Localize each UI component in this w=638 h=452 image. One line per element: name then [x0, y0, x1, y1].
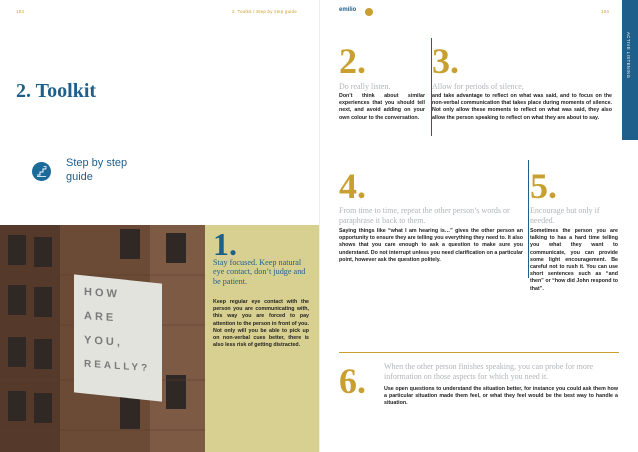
step1-text: Keep regular eye contact with the person you are communicating with, this way you are forced to pay attention to the person in front of you. Not only will you be able to pick up on non-verbal cues better, there is also less risk of getting distracted. — [213, 299, 309, 349]
step1-heading: Stay focused. Keep natural eye contact, don’t judge and be patient. — [213, 258, 306, 286]
divider-step6 — [339, 352, 619, 353]
step5-text: Sometimes the person you are talking to has a hard time telling you what they want to communicate, you can provide some light encouragement. Be careful not to rush it. You can use short sentences such as “and then” or “how did John respond to that”. — [530, 228, 618, 292]
side-tab-label: ACTIVE LISTENING — [626, 32, 631, 79]
step3-text: and take advantage to reflect on what was said, and to focus on the non-verbal communication that takes place during moments of silence. Not only allow these moments to reflect on what was said, they also allow the person speaking to reflect on what they are about to say. — [432, 93, 612, 121]
step2-number: 2. — [339, 41, 366, 81]
step6-number: 6. — [339, 361, 366, 401]
sign-word-1: HOW — [84, 286, 120, 301]
step2-text: Don’t think about similar experiences that you should tell next, and avoid adding on your own colour to the conversation. — [339, 93, 425, 121]
right-page-number: 104 — [601, 9, 610, 14]
stairs-icon — [32, 162, 51, 181]
step3-number: 3. — [432, 41, 459, 81]
step4-number: 4. — [339, 166, 366, 206]
left-running-title: 2. Toolkit / Step by step guide — [232, 9, 297, 14]
street-sign — [74, 274, 162, 401]
brand-name: emilio — [339, 7, 357, 13]
sign-word-3: YOU, — [84, 334, 123, 349]
step4-text: Saying things like “what I am hearing is…” gives the other person an opportunity to ensure they are telling you everything they need to. It also shows that you care enough to ask a question to make sure you understand. Do not interrupt unless you need clarification on a particular point, however ask the question politely. — [339, 228, 523, 263]
left-page-number: 103 — [16, 9, 25, 14]
section-label-line1: Step by step — [66, 157, 128, 169]
side-tab — [622, 0, 638, 140]
page-title: 2. Toolkit — [16, 80, 97, 102]
sign-word-4: REALLY? — [84, 358, 151, 375]
step3-heading: Allow for periods of silence, — [432, 82, 524, 91]
section-label-line2: guide — [66, 171, 93, 183]
step2-heading: Do really listen. — [339, 82, 391, 91]
step4-heading: From time to time, repeat the other person’s words or paraphrase it back to them. — [339, 206, 510, 225]
right-page — [319, 0, 638, 452]
sign-word-2: ARE — [84, 309, 117, 325]
section-label — [66, 156, 127, 184]
divider-4-5 — [528, 160, 529, 278]
step5-heading: Encourage but only if needed. — [530, 206, 600, 225]
step6-heading: When the other person finishes speaking, you can probe for more information on those aspects for which you need it. — [384, 362, 594, 381]
step5-number: 5. — [530, 166, 557, 206]
step6-text: Use open questions to understand the situation better, for instance you could ask them how a particular situation made them feel, or what they feel would be the best way to handle a situation. — [384, 386, 618, 407]
step1-number: 1. — [213, 226, 237, 262]
